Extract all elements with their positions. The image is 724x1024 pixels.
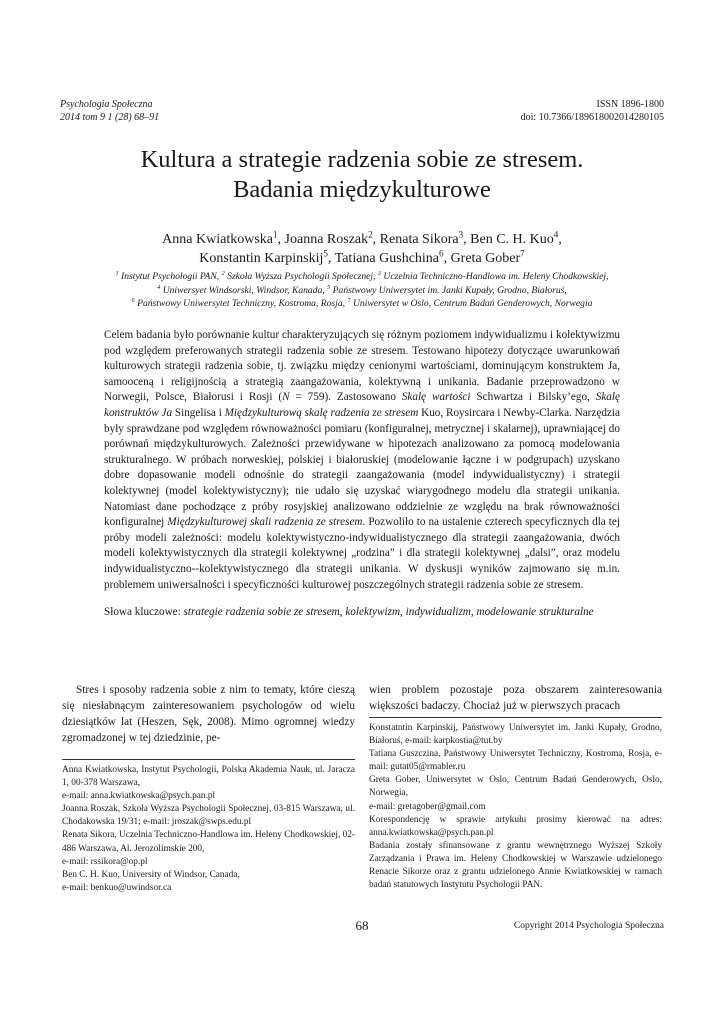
affil-mark: 4 [157,283,161,291]
affil-mark: 5 [327,283,331,291]
title-line-2: Badania międzykulturowe [233,176,491,203]
issn: ISSN 1896-1800 [596,99,664,110]
body-column-right: wien problem pozostaje poza obszarem zainteresowania większości badaczy. Chociaż już w pierwszych pracach [369,684,662,712]
footnote: Anna Kwiatkowska, Instytut Psychologii, Polska Akademia Nauk, ul. Jaracza 1, 00-378 Warszawa, [62,765,355,789]
author-mark: 4 [553,229,559,240]
keyword: modelowanie strukturalne [476,606,594,618]
affiliation: Państwowy Uniwersytet Techniczny, Kostroma, Rosja, [137,298,346,309]
footnote: Tatiana Guszczina, Państwowy Uniwersytet Techniczny, Kostroma, Rosja, e-mail: gutat05@rmabler.ru [369,749,662,773]
affil-mark: 6 [131,296,135,304]
keyword: strategie radzenia sobie ze stresem [183,606,340,618]
affiliation: Państwowy Uniwersytet im. Janki Kupały, Grodno, Białoruś, [332,284,567,296]
author-mark: 3 [458,229,464,240]
footnote-email[interactable]: e-mail: gretagober@gmail.com [369,801,486,812]
footnote-email[interactable]: e-mail: benkuo@uwindsor.ca [62,882,172,893]
scale-name: Międzykulturową skalę radzenia ze stresem [224,406,419,419]
abstract-text: . Pozwoliło to na ustalenie czterech specyficznych dla tej próby modeli zależności: modelu kolektywistyczno-indywidualistycznego dla strategii zaangażowania, dwóch modeli kolektywistycznych dla strategii kolektywnej „rodzina” i dla strategii kolektywnej „dalsi”, oraz modelu indywidualistyczno--kolektywistycznego dla strategii unikania. W dyskusji wyników zajmowano się m.in. problemem uniwersalności i specyficzności kulturowej poszczególnych strategii radzenia sobie ze stresem. [104,516,620,591]
affil-mark: 1 [115,269,119,277]
affil-mark: 2 [221,269,225,277]
author-name: Anna Kwiatkowska [162,232,273,247]
abstract-text: Schwartza i Bilsky’ego, [470,391,596,404]
copyright: Copyright 2014 Psychologia Społeczna [513,921,664,931]
doi: doi: 10.7366/1896180020142801​05 [520,112,664,123]
footnote-funding: Badania zostały sfinansowane z grantu wewnętrznego Wyższej Szkoły Zarządzania i Prawa im. Heleny Chodkowskiej w Warszawie udzielonego Renacie Sikorze oraz z grantu udzielonego Annie Kwiatkowskiej w ramach badań statutowych Instytutu Psychologii PAN. [369,840,662,891]
footnotes-right [369,722,662,892]
footnote: Ben C. H. Kuo, University of Windsor, Canada, [62,869,240,880]
body-column-left: Stres i sposoby radzenia sobie z nim to tematy, które cieszą się niesłabnącym zainteresowaniem psychologów od wielu dziesiątków lat (Heszen, Sęk, 2008). Mimo ogromnej wiedzy zgromadzonej w tej dziedzinie, pe- [62,684,355,744]
title-line-1: Kultura a strategie radzenia sobie ze stresem. [140,146,584,173]
article-title [0,145,724,205]
keywords-label: Słowa kluczowe: [104,606,181,618]
affiliation: Uniwersytet w Oslo, Centrum Badań Genderowych, Norwegia [352,298,593,309]
abstract [104,328,620,593]
author-mark: 6 [439,248,444,259]
affiliation: Uczelnia Techniczno-Handlowa im. Heleny Chodkowskiej, [383,271,609,282]
footnote-rule-left [62,759,355,760]
affil-mark: 7 [347,296,351,304]
author-mark: 2 [368,229,373,240]
footnote: Renata Sikora, Uczelnia Techniczno-Handlowa im. Heleny Chodkowskiej, 02-486 Warszawa, Al. Jerozolimskie 200, [62,830,355,854]
footnote: Joanna Roszak, Szkoła Wyższa Psychologii Społecznej, 03-815 Warszawa, ul. Chodakowska 19/31; e-mail: jroszak@swps.edu.pl [62,804,355,828]
footnotes-left [62,764,355,895]
scale-name: Międzykulturowej skali radzenia ze stresem [167,516,363,529]
keyword: indywidualizm [405,606,471,618]
footnote-rule-right [369,717,662,718]
abstract-text: Singelisa i [172,406,225,419]
affiliation: Szkoła Wyższa Psychologii Społecznej, [227,271,376,282]
abstract-text: = 759). Zastosowano [289,391,402,404]
scale-name: Skalę konstruktów Ja [104,391,620,419]
author-mark: 5 [323,248,328,259]
author-name: Renata Sikora [379,232,459,247]
affiliations [56,270,668,311]
author-name: Ben C. H. Kuo [470,232,554,247]
affiliation: Instytut Psychologii PAN, [121,271,220,282]
author-mark: 1 [272,229,278,240]
page-number: 68 [355,918,369,933]
running-header-right [521,98,664,124]
footnote: Korespondencję w sprawie artykułu prosimy kierować na adres: anna.kwiatkowska@psych.pan.pl [369,814,662,838]
footnote-email[interactable]: e-mail: rssikora@op.pl [62,856,148,867]
affiliation: Uniwersyet Windsorski, Windsor, Kanada, [162,284,325,296]
scale-name: Skalę wartości [401,391,471,404]
abstract-text: Celem badania było porównanie kultur charakteryzujących się różnym poziomem indywidualizmu i kolektywizmu pod względem preferowanych strategii radzenia sobie ze stresem. Testowano hipotezy dotyczące uwarunkowań kulturowych strategii radzenia sobie, tj. związku między cenionymi wartościami, dominującym konstruktem Ja, samooceną i religijnością a strategią zaangażowania, kolektywną i unikania. Badanie przeprowadzono w Norwegii, Polsce, Białorusi i Rosji ( [104,329,620,404]
affil-mark: 3 [377,269,381,277]
author-name: Joanna Roszak [284,232,369,247]
running-header-left [60,98,159,124]
author-mark: 7 [520,248,525,259]
author-list: Anna Kwiatkowska$^1$, Joanna Roszak$^2$, Renata Sikora$^3$, Ben C. H. Kuo$^4$, Konstantin Karpinskij$^5$, Tatiana Gushchina$^6$, Greta Gober$^7$ [162,229,562,266]
author-name: Konstantin Karpinskij [199,251,324,266]
footnote: Konstatntin Karpinskij, Państwowy Uniwersytet im. Janki Kupały, Grodno, Białoruś, e-mail: karpkostia@tut.by [369,723,662,747]
abstract-text: Kuo, Roysircara i Newby-Clarka. Narzędzia były sprawdzane pod względem równoważności pomiaru (konfiguralnej, metrycznej i skalarnej), uprawniającej do porównań międzykulturowych. Zależności przewidywane w hipotezach analizowano za pomocą modelowania strukturalnego. W próbach norweskiej, polskiej i białoruskiej (modelowanie łączne i w podgrupach) uzyskano dobre dopasowanie modeli odnośnie do strategii zaangażowania (model indywidualistyczny) i strategii kolektywnej (model kolektywistyczny); nie udało się uzyskać wiarygodnego modelu dla strategii unikania. Natomiast dane pochodzące z próby rosyjskiej analizowano oddzielnie ze względu na brak równoważności konfiguralnej [104,406,620,529]
author-name: Tatiana Gushchina [334,251,440,266]
author-name: Greta Gober [450,251,521,266]
keyword: kolektywizm [345,606,401,618]
footnote-email[interactable]: e-mail: anna.kwiatkowska@psych.pan.pl [62,791,216,802]
journal-name: Psychologia Społeczna [60,99,153,110]
footnote: Greta Gober, Uniwersytet w Oslo, Centrum Badań Genderowych, Oslo, Norwegia, [369,775,662,799]
journal-volume: 2014 tom 9 1 (28) 68–91 [60,112,160,123]
abstract-italic: N [282,391,290,404]
keywords: Słowa kluczowe: strategie radzenia sobie ze stresem, kolektywizm, indywidualizm, modelowanie strukturalne [104,606,594,618]
